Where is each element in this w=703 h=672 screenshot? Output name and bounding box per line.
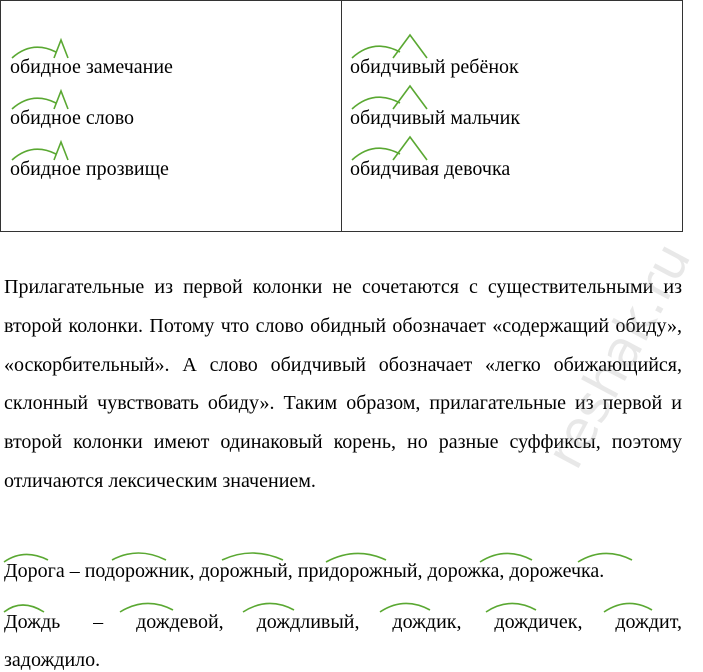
right-cell-phrase: обидчивый мальчик (350, 107, 521, 129)
right-cell-phrase: обидчивый ребёнок (350, 56, 519, 78)
left-cell-phrase: обидное прозвище (10, 158, 169, 180)
table-border-left (0, 0, 1, 232)
example-doroga: Дорога – подорожник, дорожный, придорожный, дорожка, дорожечка. (4, 560, 605, 582)
table-border-middle (341, 0, 342, 232)
table-border-right (682, 0, 683, 232)
left-cell-phrase: обидное слово (10, 107, 135, 129)
example-dozhd-continued: задождило. (4, 649, 101, 671)
table-border-bottom (0, 231, 683, 232)
example-dozhd: Дождь – дождевой, дождливый, дождик, дождичек, дождит, (4, 611, 682, 633)
watermark: reshak.ru (535, 233, 703, 479)
explanation-paragraph: Прилагательные из первой колонки не сочетаются с существительными из второй колонки. Потому что слово обидный обозначает «содержащий обиду», «оскорбительный». А слово обидчивый обозначает «легко обижающийся, склонный чувствовать обиду». Таким образом, прилагательные из первой и второй колонки имеют одинаковый корень, но разные суффиксы, поэтому отличаются лексическим значением. (4, 276, 682, 492)
left-cell-phrase: обидное замечание (10, 56, 173, 78)
right-cell-phrase: обидчивая девочка (350, 158, 511, 180)
comparison-table (0, 0, 683, 232)
